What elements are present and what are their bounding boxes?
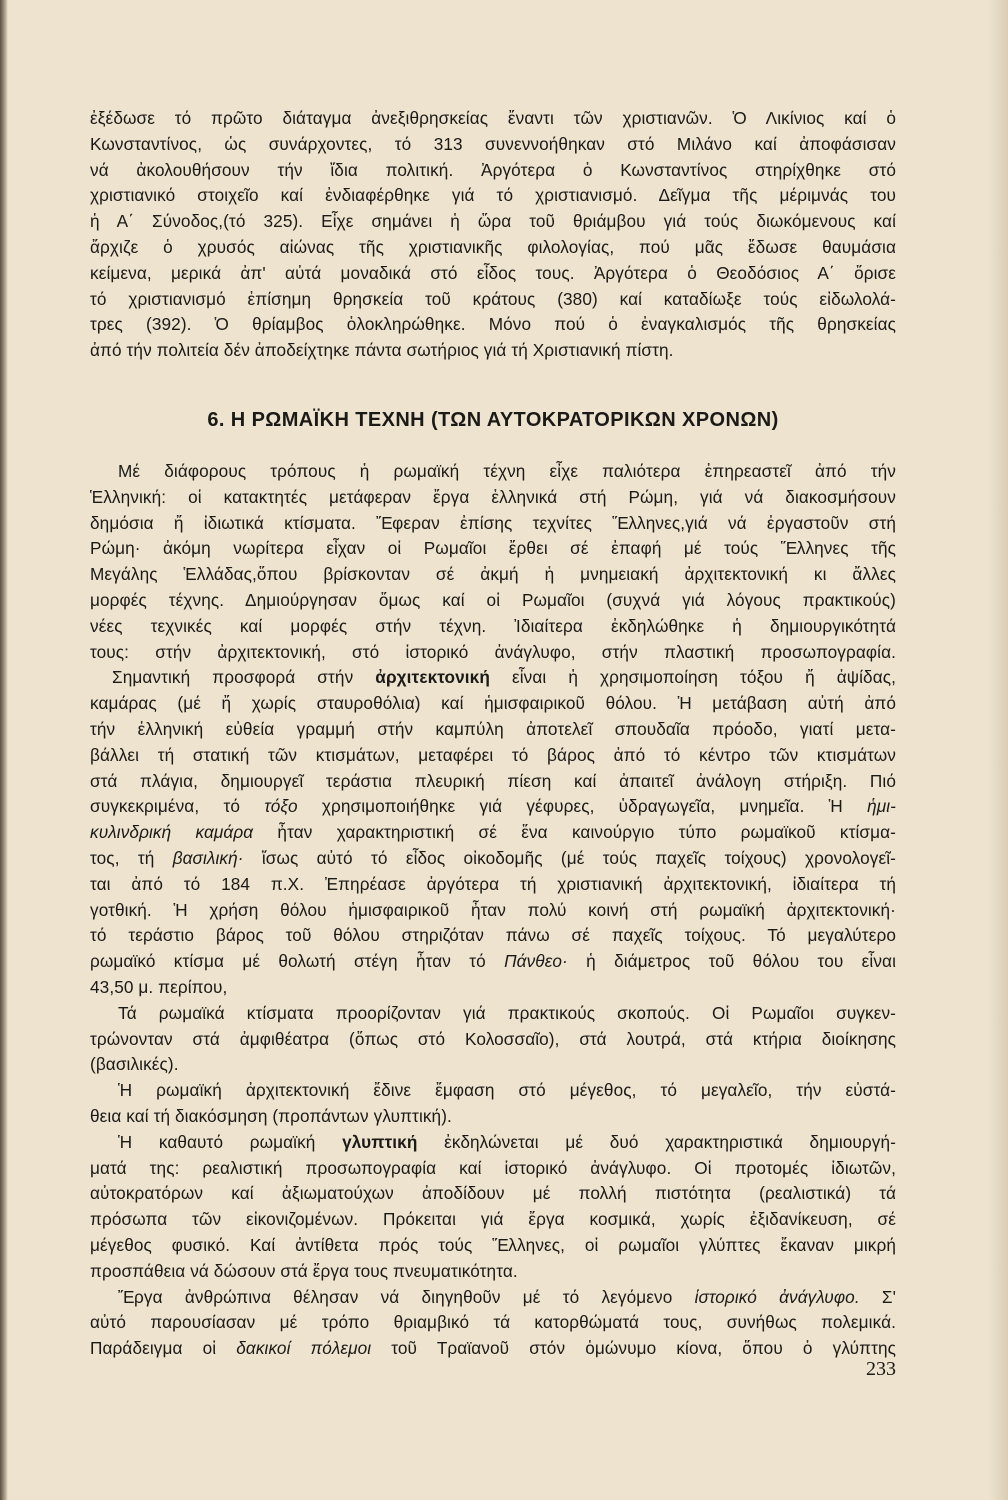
text-line: θεια καί τή διακόσμηση (προπάντων γλυπτική). [90,1105,452,1126]
section-body [90,459,896,1362]
text-line: Ρώμη· ἀκόμη νωρίτερα εἶχαν οἱ Ρωμαῖοι ἔρθει σέ ἐπαφή μέ τούς Ἕλληνες τῆς [90,538,896,559]
text-line: Κωνσταντίνος, ὡς συνάρχοντες, τό 313 συνεννοήθηκαν στό Μιλάνο καί ἀποφάσισαν [90,133,896,154]
section-heading: 6. Η ΡΩΜΑΪΚΗ ΤΕΧΝΗ (ΤΩΝ ΑΥΤΟΚΡΑΤΟΡΙΚΩΝ ΧΡΟΝΩΝ) [207,409,779,431]
text-line: τό χριστιανισμό ἐπίσημη θρησκεία τοῦ κράτους (380) καί καταδίωξε τούς εἰδωλολά- [90,288,896,309]
text-line: 43,50 μ. περίπου, [90,976,228,997]
intro-paragraph [90,106,896,364]
text-line: (βασιλικές). [90,1054,179,1075]
text-line: μορφές τέχνης. Δημιούργησαν ὅμως καί οἱ Ρωμαῖοι (συχνά γιά λόγους πρακτικούς) [90,589,896,610]
text-line: κείμενα, μερικά ἀπ' αὐτά μοναδικά στό εἶδος τους. Ἀργότερα ὁ Θεοδόσιος Α΄ ὅρισε [90,262,896,283]
emphasis-architecture: ἀρχιτεκτονική [375,667,490,688]
text-line: μέγεθος φυσικό. Καί ἀντίθετα πρός τούς Ἕλληνες, οἱ ρωμαῖοι γλύπτες ἔκαναν μικρή [90,1234,896,1255]
text-line: Ἔργα ἀνθρώπινα θέλησαν νά διηγηθοῦν μέ τό λεγόμενο ἱστορικό ἀνάγλυφο. Σ' [118,1286,897,1307]
page-shadow [988,0,1008,1500]
text-line: χριστιανικό στοιχεῖο καί ἐνδιαφέρθηκε γιά τό χριστιανισμό. Δεῖγμα τῆς μέριμνάς του [90,185,896,206]
text-line: ται ἀπό τό 184 π.Χ. Ἐπηρέασε ἀργότερα τή χριστιανική ἀρχιτεκτονική, ἰδιαίτερα τή [90,873,896,894]
text-line: αὐτό παρουσίασαν μέ τρόπο θριαμβικό τά κατορθώματά τους, συνήθως πολεμικά. [90,1312,896,1333]
text-line: ἀπό τήν πολιτεία δέν ἀποδείχτηκε πάντα σωτήριος γιά τή Χριστιανική πίστη. [90,340,674,361]
text-line: Σημαντική προσφορά στήν ἀρχιτεκτονική εἶναι ἡ χρησιμοποίηση τόξου ἤ ἀψίδας, [112,667,897,688]
text-line: Ἑλληνική: οἱ κατακτητές μετάφεραν ἔργα ἑλληνικά στή Ρώμη, γιά νά διακοσμήσουν [90,486,896,507]
text-line: στά πλάγια, δημιουργεῖ τεράστια πλευρική πίεση καί ἀπαιτεῖ ἀνάλογη στήριξη. Πιό [90,770,896,791]
text-line: τρώνονταν στά ἀμφιθέατρα (ὅπως στό Κολοσσαῖο), στά λουτρά, στά κτήρια διοίκησης [90,1028,896,1049]
emphasis-sculpture: γλυπτική [342,1131,418,1152]
text-line: τους: στήν ἀρχιτεκτονική, στό ἱστορικό ἀνάγλυφο, στήν πλαστική προσωπογραφία. [90,641,896,662]
text-line: γοτθική. Ἡ χρήση θόλου ἡμισφαιρικοῦ ἦταν πολύ κοινή στή ρωμαϊκή ἀρχιτεκτονική· [90,899,896,920]
text-line: ἐξέδωσε τό πρῶτο διάταγμα ἀνεξιθρησκείας ἔναντι τῶν χριστιανῶν. Ὁ Λικίνιος καί ὁ [90,108,896,128]
text-line: Παράδειγμα οἱ δακικοί πόλεμοι τοῦ Τραϊανοῦ στόν ὁμώνυμο κίονα, ὅπου ὁ γλύπτης [90,1338,897,1359]
page-number: 233 [866,1358,896,1380]
text-line: τό τεράστιο βάρος τοῦ θόλου στηριζόταν πάνω σέ παχεῖς τοίχους. Τό μεγαλύτερο [90,925,896,946]
text-line: ρωμαϊκό κτίσμα μέ θολωτή στέγη ἦταν τό Πάνθεο· ἡ διάμετρος τοῦ θόλου του εἶναι [90,951,896,972]
text-line: τήν ἑλληνική εὐθεία γραμμή στήν καμπύλη ἀποτελεῖ σπουδαῖα πρόοδο, γιατί μετα- [90,718,896,739]
text-line: ματά της: ρεαλιστική προσωπογραφία καί ἱστορικό ἀνάγλυφο. Οἱ προτομές ἰδιωτῶν, [90,1157,896,1178]
text-line: τρες (392). Ὁ θρίαμβος ὁλοκληρώθηκε. Μόνο πού ὁ ἐναγκαλισμός τῆς θρησκείας [90,314,896,335]
text-line: δημόσια ἤ ἰδιωτικά κτίσματα. Ἔφεραν ἐπίσης τεχνίτες Ἕλληνες,γιά νά ἐργαστοῦν στή [90,512,896,533]
text-line: Ἡ ρωμαϊκή ἀρχιτεκτονική ἔδινε ἔμφαση στό μέγεθος, τό μεγαλεῖο, τήν εὐστά- [118,1080,896,1101]
text-line: νά ἀκολουθήσουν τήν ἴδια πολιτική. Ἀργότερα ὁ Κωνσταντίνος στηρίχθηκε στό [90,159,896,180]
page-binding-edge [0,0,8,1500]
text-line: κυλινδρική καμάρα ἦταν χαρακτηριστική σέ ἕνα καινούργιο τύπο ρωμαϊκοῦ κτίσμα- [90,822,896,843]
text-line: ἡ Α΄ Σύνοδος,(τό 325). Εἶχε σημάνει ἡ ὥρα τοῦ θριάμβου γιά τούς διωκόμενους καί [90,211,896,232]
text-line: προσπάθεια νά δώσουν στά ἔργα τους πνευματικότητα. [90,1260,518,1281]
text-line: πρόσωπα τῶν εἰκονιζομένων. Πρόκειται γιά ἔργα κοσμικά, χωρίς ἐξιδανίκευση, σέ [90,1209,896,1230]
text-line: Τά ρωμαϊκά κτίσματα προορίζονταν γιά πρακτικούς σκοπούς. Οἱ Ρωμαῖοι συγκεν- [118,1002,896,1023]
text-line: Ἡ καθαυτό ρωμαϊκή γλυπτική ἐκδηλώνεται μέ δυό χαρακτηριστικά δημιουργή- [118,1131,896,1152]
text-line: τος, τή βασιλική· ἴσως αὐτό τό εἶδος οἰκοδομῆς (μέ τούς παχεῖς τοίχους) χρονολογεῖ- [90,847,896,868]
text-line: Μέ διάφορους τρόπους ἡ ρωμαϊκή τέχνη εἶχε παλιότερα ἐπηρεαστεῖ ἀπό τήν [118,461,896,481]
text-line: Μεγάλης Ἑλλάδας,ὅπου βρίσκονταν σέ ἀκμή ἡ μνημειακή ἀρχιτεκτονική κι ἄλλες [90,564,896,585]
text-line: βάλλει τή στατική τῶν κτισμάτων, μεταφέρει τό βάρος ἀπό τό κέντρο τῶν κτισμάτων [90,744,896,765]
text-line: συγκεκριμένα, τό τόξο χρησιμοποιήθηκε γιά γέφυρες, ὑδραγωγεῖα, μνημεῖα. Ἡ ἡμι- [90,796,896,817]
text-line: νέες τεχνικές καί μορφές στήν τέχνη. Ἰδιαίτερα ἐκδηλώθηκε ἡ δημιουργικότητά [90,615,896,636]
text-line: αὐτοκρατόρων καί ἀξιωματούχων ἀποδίδουν μέ πολλή πιστότητα (ρεαλιστικά) τά [90,1183,896,1204]
text-line: ἄρχιζε ὁ χρυσός αἰώνας τῆς χριστιανικῆς φιλολογίας, πού μᾶς ἔδωσε θαυμάσια [90,236,896,257]
text-line: καμάρας (μέ ἤ χωρίς σταυροθόλια) καί ἡμισφαιρικοῦ θόλου. Ἡ μετάβαση αὐτή ἀπό [90,693,896,714]
